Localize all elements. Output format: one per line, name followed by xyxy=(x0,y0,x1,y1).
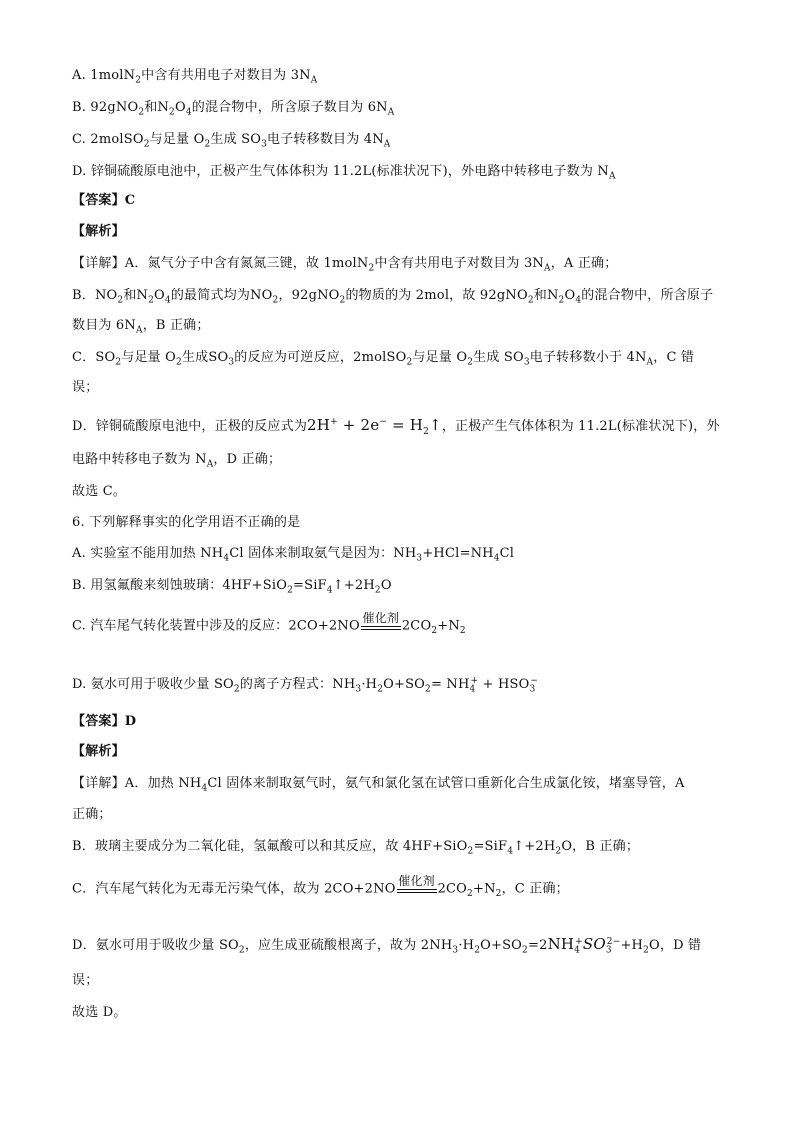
q5-answer: 【答案】C xyxy=(72,193,136,208)
q5-detail-c-cont: 误； xyxy=(72,380,99,395)
q5-option-b: B. 92gNO$_2$和$N_2O_4$的混合物中，所含原子数目为 $6N_A$ xyxy=(72,100,395,118)
q6-detail-a-cont: 正确； xyxy=(72,807,112,822)
q5-option-c: C. 2molSO$_2$与足量 $O_2$生成 $SO_3$电子转移数目为 $4N_A$ xyxy=(72,132,391,150)
q6-option-b: B. 用氢氟酸来刻蚀玻璃：$4HF+SiO_2=SiF_4↑+2H_2O$ xyxy=(72,578,392,596)
catalyst-arrow: 催化剂 xyxy=(361,612,401,640)
q6-option-d: D. 氨水可用于吸收少量 $SO_2$的离子方程式：$NH_3\cdot H_2O+SO_2= NH_4^+ + HSO_3^-$ xyxy=(72,675,539,695)
q6-answer: 【答案】D xyxy=(72,714,137,729)
q6-stem: 6. 下列解释事实的化学用语不正确的是 xyxy=(72,515,301,530)
q6-detail-c: C．汽车尾气转化为无毒无污染气体，故为 2CO+2NO 催化剂 $2CO_2+N_2$，C 正确； xyxy=(72,875,722,903)
q5-detail-b-cont: 数目为 $6N_A$，B 正确； xyxy=(72,318,210,336)
q5-analysis-label: 【解析】 xyxy=(72,224,125,239)
q6-analysis-label: 【解析】 xyxy=(72,744,125,759)
catalyst-arrow: 催化剂 xyxy=(397,875,437,903)
q5-option-d: D. 锌铜硫酸原电池中，正极产生气体体积为 11.2L(标准状况下)，外电路中转移电子数为 $N_A$ xyxy=(72,164,616,182)
q6-detail-a: 【详解】A．加热 $NH_4Cl$ 固体来制取氨气时，氨气和氯化氢在试管口重新化合生成氯化铵，堵塞导管，A xyxy=(72,776,685,794)
q6-detail-d-cont: 误； xyxy=(72,973,99,988)
q5-detail-c: C．$SO_2$与足量 $O_2$生成$SO_3$的反应为可逆反应，2molSO$_2$与足量 $O_2$生成 $SO_3$电子转移数小于 $4N_A$，C 错 xyxy=(72,350,695,368)
q6-conclusion: 故选 D。 xyxy=(72,1005,127,1020)
q6-option-a: A. 实验室不能用加热 $NH_4Cl$ 固体来制取氨气是因为：$NH_3+HCl=NH_4Cl$ xyxy=(72,546,515,564)
half-reaction-equation: $2H^+ + 2e^- = H_2↑$ xyxy=(307,416,442,437)
q6-option-c: C. 汽车尾气转化装置中涉及的反应：2CO+2NO 催化剂 $2CO_2+N_2$ xyxy=(72,612,722,640)
q5-detail-d: D．锌铜硫酸原电池中，正极的反应式为$2H^+ + 2e^- = H_2↑$，正极产生气体体积为 11.2L(标准状况下)，外 xyxy=(72,416,720,437)
q5-detail-b: B．$NO_2$和$N_2O_4$的最简式均为$NO_2$，92gNO$_2$的物质的为 2mol，故 92gNO$_2$和$N_2O_4$的混合物中，所含原子 xyxy=(72,288,714,306)
q5-detail-a: 【详解】A．氮气分子中含有氮氮三键，故 1molN$_2$中含有共用电子对数目为 $3N_A$，A 正确； xyxy=(72,256,618,274)
q5-conclusion: 故选 C。 xyxy=(72,484,127,499)
q5-detail-d-cont: 电路中转移电子数为 $N_A$，D 正确； xyxy=(72,452,282,470)
q5-option-a: A. 1molN$_2$中含有共用电子对数目为 $3N_A$ xyxy=(72,68,318,86)
q6-detail-d: D．氨水可用于吸收少量 $SO_2$，应生成亚硫酸根离子，故为 $2NH_3\cdot H_2O+SO_2=2NH_4^+SO_3^{2-}+H_2O$，D 错 xyxy=(72,935,702,956)
q6-detail-b: B．玻璃主要成分为二氧化硅，氢氟酸可以和其反应，故 $4HF+SiO_2=SiF_4↑+2H_2O$，B 正确； xyxy=(72,839,640,857)
